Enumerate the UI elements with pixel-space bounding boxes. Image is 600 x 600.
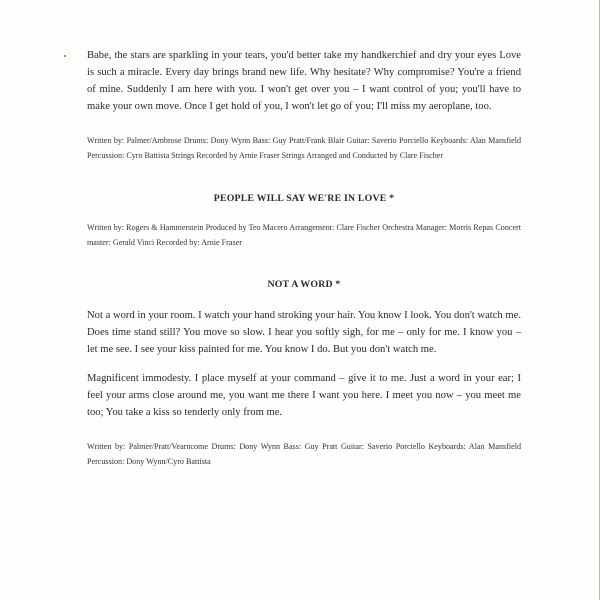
lyrics-paragraph-3: Magnificent immodesty. I place myself at your command – give it to me. Just a word in your ear; I feel your arms close around me, you want me there I want you here. I meet you now – you meet me too; You take a kiss so tenderly only from me. [87,373,521,418]
song-title-not-a-word: NOT A WORD * [267,279,341,290]
print-speck [64,55,66,57]
song-title-people-will-say: PEOPLE WILL SAY WE'RE IN LOVE * [213,193,395,204]
credits-block-1: Written by: Palmer/Ambrose Drums: Dony Wynn Bass: Guy Pratt/Frank Blair Guitar: Saverio Porciello Keyboards: Alan Mansfield Percussion: Cyro Battista Strings Recorded by Arnie Fraser Strings Arranged and Conducted by Clare Fischer [87,136,521,160]
credits-block-2: Written by: Rogers & Hammerstein Produced by Teo Macero Arrangement: Clare Fischer Orchestra Manager: Morris Repas Concert master: Gerald Vinci Recorded by: Arnie Fraser [87,223,521,247]
credits-block-3: Written by: Palmer/Pratt/Vearncome Drums: Dony Wynn Bass: Guy Pratt Guitar: Saverio Porciello Keyboards: Alan Mansfield Percussion: Dony Wynn/Cyro Battista [87,442,521,466]
lyrics-paragraph-1: Babe, the stars are sparkling in your tears, you'd better take my handkerchief and dry your eyes Love is such a miracle. Every day brings brand new life. Why hesitate? Why compromise? You're a friend of mine. Suddenly I am here with you. I won't get over you – I want control of you; you'll have to make your own move. Once I get hold of you, I won't let go of you; I'll miss my aeroplane, too. [87,50,521,112]
lyrics-paragraph-2: Not a word in your room. I watch your hand stroking your hair. You know I look. You don't watch me. Does time stand still? You move so slow. I hear you softly sigh, for me – only for me. I know you – let me see. I see your kiss painted for me. You know I do. But you don't watch me. [87,310,521,355]
page-content [87,47,521,469]
